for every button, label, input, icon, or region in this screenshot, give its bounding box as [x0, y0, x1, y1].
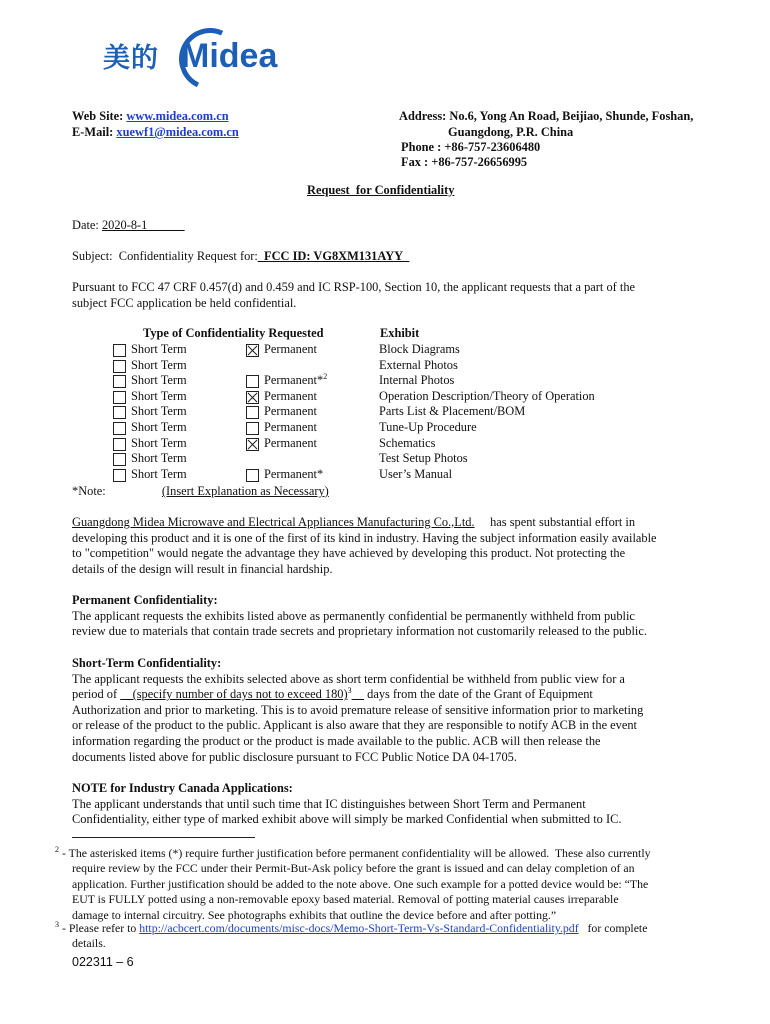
- footnote-2-line: - The asterisked items (*) require further justification before permanent confidentiality will be allowed. These also currently: [59, 846, 651, 860]
- website-label: Web Site:: [72, 109, 124, 123]
- footnote-3: [55, 921, 705, 952]
- document-title: Request for Confidentiality: [307, 183, 455, 197]
- short-term-heading: Short-Term Confidentiality:: [72, 656, 222, 670]
- short-term-label: Short Term: [131, 435, 187, 450]
- footnote-2-line: require review by the FCC under their Permit-But-Ask policy before the grant is issued and can delay completion of an: [72, 861, 635, 876]
- permanent-label: Permanent: [264, 435, 317, 450]
- permanent-label: Permanent: [264, 404, 317, 419]
- permanent-label: Permanent: [264, 419, 317, 434]
- note-line: [72, 484, 374, 500]
- intro-line: Pursuant to FCC 47 CRF 0.457(d) and 0.459 and IC RSP-100, Section 10, the applicant requests that a part of the: [72, 280, 636, 294]
- short-term-checkbox[interactable]: [113, 375, 126, 388]
- confidentiality-row: [113, 389, 673, 405]
- permanent-line: The applicant requests the exhibits listed above as permanently confidential be permanently withheld from public: [72, 608, 635, 623]
- short-term-checkbox[interactable]: [113, 453, 126, 466]
- short-term-checkbox[interactable]: [113, 344, 126, 357]
- permanent-label: Permanent: [264, 342, 317, 356]
- confidentiality-row: [113, 404, 673, 420]
- period-value: (specify number of days not to exceed 180): [132, 687, 348, 702]
- confidentiality-table: [113, 342, 673, 482]
- intro-paragraph: [72, 280, 692, 311]
- permanent-checkbox[interactable]: [246, 375, 259, 388]
- exhibit-name: External Photos: [379, 357, 458, 372]
- permanent-line: review due to materials that contain trade secrets and proprietary information not customarily released to the public.: [72, 624, 647, 639]
- permanent-heading: Permanent Confidentiality:: [72, 593, 218, 607]
- short-term-line: The applicant requests the exhibits selected above as short term confidential be withheld from public view for a: [72, 671, 625, 686]
- short-term-label: Short Term: [131, 357, 187, 372]
- footnote-3-ref: 3: [347, 686, 352, 696]
- subject-label: Subject: Confidentiality Request for:: [72, 249, 258, 263]
- footnote-2-line: EUT is FULLY potted using a non-removable epoxy based material. Removal of potting material causes irreparable: [72, 892, 619, 907]
- short-term-label: Short Term: [131, 419, 187, 434]
- logo-chinese-text: 美的: [103, 43, 159, 74]
- permanent-checkbox[interactable]: [246, 406, 259, 419]
- subject-line: [72, 249, 409, 265]
- website-line: [72, 109, 229, 125]
- ic-note-line: Confidentiality, either type of marked exhibit above will simply be marked Confidential when submitted to IC.: [72, 812, 622, 827]
- address-line: Address: No.6, Yong An Road, Beijiao, Shunde, Foshan,: [399, 109, 694, 123]
- email-line: [72, 125, 239, 141]
- short-term-label: Short Term: [131, 466, 187, 481]
- permanent-label: Permanent: [264, 388, 317, 403]
- email-link[interactable]: xuewf1@midea.com.cn: [116, 125, 239, 139]
- table-header-exhibit: Exhibit: [380, 326, 420, 340]
- short-term-line: Authorization and prior to marketing. This is to avoid premature release of sensitive information prior to marketing: [72, 702, 644, 717]
- permanent-checkbox[interactable]: [246, 438, 259, 451]
- confidentiality-row: [113, 467, 673, 483]
- short-term-checkbox[interactable]: [113, 438, 126, 451]
- table-header-type: Type of Confidentiality Requested: [143, 326, 324, 340]
- short-term-label: Short Term: [131, 404, 187, 419]
- footnote-3-suffix: for complete: [587, 921, 648, 935]
- footnote-2-line: application. Further justification should be added to the note above. One such example for a potted device would be: “The: [72, 876, 649, 891]
- website-link[interactable]: www.midea.com.cn: [126, 109, 229, 123]
- footnote-2-mark: 2: [55, 845, 59, 855]
- company-line: to "competition" would negate the advantage they have achieved by developing this product. Not protecting the: [72, 546, 626, 561]
- note-label: *Note:: [72, 484, 106, 498]
- footnote-2: [55, 846, 705, 923]
- exhibit-name: Block Diagrams: [379, 342, 460, 356]
- exhibit-name: Test Setup Photos: [379, 451, 468, 466]
- company-line: developing this product and it is one of the first of its kind in industry. Having the subject information easily available: [72, 530, 657, 545]
- confidentiality-row: [113, 373, 673, 389]
- short-term-line: information regarding the product or the product is made available to the public. ACB will then release the: [72, 733, 601, 748]
- logo-brand-text: Midea: [181, 37, 278, 75]
- short-term-checkbox[interactable]: [113, 469, 126, 482]
- ic-note-heading: NOTE for Industry Canada Applications:: [72, 781, 293, 795]
- address-line-2: Guangdong, P.R. China: [448, 125, 574, 139]
- short-term-label: Short Term: [131, 373, 187, 388]
- short-term-section: [72, 656, 692, 765]
- note-explanation: (Insert Explanation as Necessary): [161, 484, 329, 498]
- short-term-label: Short Term: [131, 342, 187, 356]
- footnote-3-prefix: - Please refer to: [59, 921, 137, 935]
- company-line: has spent substantial effort in: [490, 515, 636, 529]
- short-term-checkbox[interactable]: [113, 391, 126, 404]
- acbcert-memo-link[interactable]: http://acbcert.com/documents/misc-docs/Memo-Short-Term-Vs-Standard-Confidentiality.pdf: [139, 921, 579, 935]
- phone-line: Phone : +86-757-23606480: [401, 140, 541, 154]
- short-term-line: documents listed above for public disclosure pursuant to FCC Public Notice DA 04-1705.: [72, 749, 517, 764]
- footnote-divider: [72, 837, 255, 838]
- ic-note-section: [72, 781, 692, 828]
- confidentiality-row: [113, 358, 673, 374]
- exhibit-name: Internal Photos: [379, 373, 455, 388]
- short-term-checkbox[interactable]: [113, 406, 126, 419]
- date-label: Date:: [72, 218, 99, 232]
- date-line: [72, 218, 185, 234]
- fax-line: Fax : +86-757-26656995: [401, 155, 528, 169]
- ic-note-line: The applicant understands that until such time that IC distinguishes between Short Term and Permanent: [72, 796, 586, 811]
- period-label: period of: [72, 687, 118, 702]
- exhibit-name: Parts List & Placement/BOM: [379, 404, 526, 419]
- document-code: 022311 – 6: [72, 955, 134, 969]
- short-term-period-line: [72, 687, 692, 703]
- permanent-label: Permanent*$^2$: [264, 372, 328, 388]
- short-term-label: Short Term: [131, 451, 187, 466]
- short-term-checkbox[interactable]: [113, 360, 126, 373]
- exhibit-name: Operation Description/Theory of Operation: [379, 388, 595, 403]
- permanent-section: [72, 593, 692, 640]
- short-term-line: or release of the product to the public. Applicant is also aware that they are responsible to notify ACB in the event: [72, 718, 637, 733]
- footnote-2-line: damage to internal circuitry. See photographs exhibits that outline the device before and after potting.”: [72, 907, 557, 922]
- period-tail: days from the date of the Grant of Equipment: [367, 687, 593, 702]
- confidentiality-row: [113, 451, 673, 467]
- intro-line: subject FCC application be held confidential.: [72, 295, 297, 310]
- email-label: E-Mail:: [72, 125, 114, 139]
- exhibit-name: User’s Manual: [379, 466, 453, 481]
- permanent-checkbox[interactable]: [246, 422, 259, 435]
- exhibit-name: Tune-Up Procedure: [379, 419, 477, 434]
- confidentiality-row: [113, 436, 673, 452]
- confidentiality-row: [113, 420, 673, 436]
- date-value: 2020-8-1______: [101, 218, 185, 232]
- permanent-checkbox[interactable]: [246, 344, 259, 357]
- footnote-3-line: details.: [72, 936, 106, 951]
- short-term-label: Short Term: [131, 388, 187, 403]
- confidentiality-row: [113, 342, 673, 358]
- permanent-checkbox[interactable]: [246, 469, 259, 482]
- exhibit-name: Schematics: [379, 435, 436, 450]
- subject-fcc-id: _FCC ID: VG8XM131AYY_: [257, 249, 410, 263]
- permanent-checkbox[interactable]: [246, 391, 259, 404]
- short-term-checkbox[interactable]: [113, 422, 126, 435]
- footnote-3-mark: 3: [55, 920, 59, 930]
- permanent-label: Permanent*: [264, 466, 324, 481]
- company-name: Guangdong Midea Microwave and Electrical Appliances Manufacturing Co.,Ltd.: [72, 515, 475, 529]
- company-paragraph: [72, 515, 702, 577]
- company-line: details of the design will result in financial hardship.: [72, 561, 333, 576]
